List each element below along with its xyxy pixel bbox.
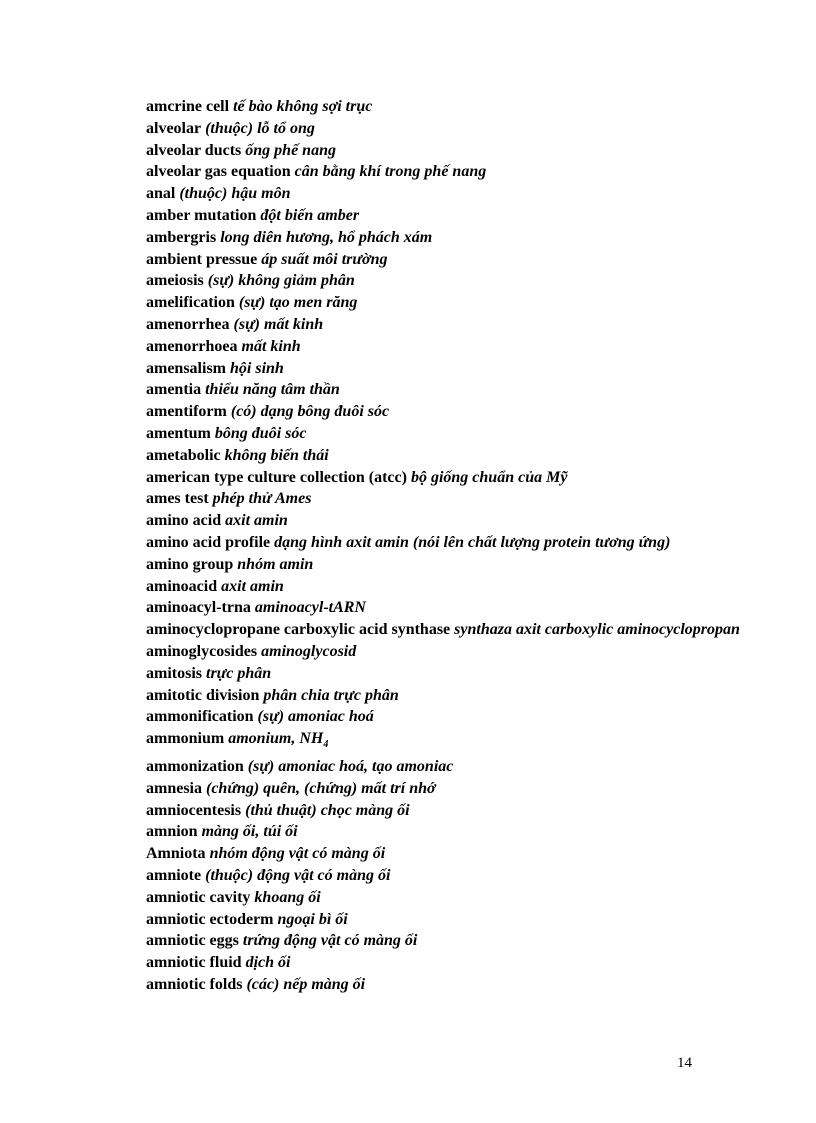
entry-term: american type culture collection (atcc) [146,468,407,486]
glossary-entry [146,227,746,249]
entry-term: aminoglycosides [146,642,258,660]
entry-definition: trứng động vật có màng ối [242,932,418,950]
entry-definition: dạng hình axit amin (nói lên chất lượng protein tương ứng) [274,533,671,551]
glossary-entry [146,930,746,952]
entry-term: aminoacyl-trna [146,599,251,617]
entry-term: amniotic eggs [146,932,239,950]
entry-definition: (thuộc) động vật có màng ối [205,867,391,885]
entry-definition: mất kinh [241,337,301,355]
glossary-entry [146,358,746,380]
entry-definition: (sự) amoniac hoá [257,708,374,726]
glossary-entry [146,314,746,336]
entry-definition: (sự) mất kinh [233,315,324,333]
glossary-entry [146,728,746,756]
entry-term: ameiosis [146,272,204,290]
glossary-entry [146,952,746,974]
entry-term: amnion [146,823,198,841]
glossary-entry [146,706,746,728]
entry-definition: khoang ối [254,888,321,906]
entry-term: ambient pressue [146,250,258,268]
glossary-entry [146,865,746,887]
glossary-entry [146,663,746,685]
entry-definition: không biến thái [224,446,329,464]
glossary-entry [146,843,746,865]
glossary-entry [146,909,746,931]
glossary-entry [146,336,746,358]
entry-term: alveolar gas equation [146,163,291,181]
entry-definition: amonium, NH [228,730,324,748]
glossary-entry [146,619,746,641]
entry-definition: nhóm amin [237,555,314,573]
glossary-entry [146,423,746,445]
entry-definition: (thuộc) lỗ tổ ong [205,119,315,137]
glossary-entry [146,887,746,909]
entry-term: amniotic folds [146,976,243,994]
entry-term: anal [146,185,176,203]
entry-definition: (có) dạng bông đuôi sóc [230,403,390,421]
entry-term: amniotic ectoderm [146,910,274,928]
entry-term: amentiform [146,403,227,421]
entry-term: amitotic division [146,686,260,704]
glossary-entries [146,96,746,996]
glossary-entry [146,183,746,205]
entry-definition: (thuộc) hậu môn [179,185,291,203]
entry-definition: (các) nếp màng ối [246,976,366,994]
entry-term: ammonization [146,758,244,776]
entry-definition: trực phân [206,664,272,682]
glossary-entry [146,974,746,996]
entry-definition: aminoglycosid [261,642,357,660]
glossary-entry [146,597,746,619]
entry-term: ammonification [146,708,254,726]
entry-definition: bông đuôi sóc [214,424,307,442]
page-number: 14 [677,1055,692,1071]
entry-term: amentum [146,424,211,442]
glossary-entry [146,554,746,576]
glossary-entry [146,510,746,532]
entry-definition: thiểu năng tâm thần [205,381,340,399]
entry-definition: dịch ối [245,954,291,972]
entry-definition: phép thử Ames [212,490,312,508]
entry-term: amino group [146,555,234,573]
glossary-entry [146,778,746,800]
glossary-entry [146,756,746,778]
entry-term: aminoacid [146,577,218,595]
entry-definition: phân chia trực phân [263,686,399,704]
entry-term: amino acid profile [146,533,271,551]
glossary-entry [146,140,746,162]
glossary-entry [146,467,746,489]
entry-definition: long diên hương, hổ phách xám [220,228,433,246]
glossary-entry [146,576,746,598]
entry-term: amentia [146,381,202,399]
entry-term: aminocyclopropane carboxylic acid synthase [146,621,451,639]
entry-term: amber mutation [146,206,257,224]
entry-definition: màng ối, túi ối [201,823,298,841]
entry-definition: bộ giống chuẩn của Mỹ [410,468,568,486]
entry-term: amenorrhea [146,315,230,333]
entry-term: amcrine cell [146,98,230,115]
entry-definition: (chứng) quên, (chứng) mất trí nhớ [206,779,436,797]
glossary-entry [146,641,746,663]
entry-definition: tế bào không sợi trục [233,98,373,115]
entry-term: alveolar ducts [146,141,242,159]
glossary-entry [146,532,746,554]
glossary-entry [146,488,746,510]
entry-definition: axit amin [225,512,288,530]
glossary-entry [146,379,746,401]
entry-definition: (sự) tạo men răng [238,294,358,312]
entry-definition: (sự) amoniac hoá, tạo amoniac [247,758,454,776]
entry-definition: synthaza axit carboxylic aminocyclopropan [454,621,740,639]
glossary-entry [146,800,746,822]
entry-term: alveolar [146,119,202,137]
glossary-entry [146,161,746,183]
entry-definition: aminoacyl-tARN [254,599,366,617]
entry-term: amniote [146,867,202,885]
entry-definition: axit amin [221,577,284,595]
entry-term: amino acid [146,512,222,530]
glossary-entry [146,205,746,227]
entry-definition: cân bằng khí trong phế nang [294,163,487,181]
entry-definition: đột biến amber [260,206,360,224]
glossary-entry [146,96,746,118]
entry-definition: ống phế nang [245,141,336,159]
entry-term: amenorrhoea [146,337,238,355]
entry-definition: hội sinh [230,359,284,377]
entry-term: ametabolic [146,446,221,464]
entry-term: ammonium [146,730,225,748]
entry-term: ames test [146,490,209,508]
glossary-entry [146,685,746,707]
entry-term: amnesia [146,779,202,797]
glossary-entry [146,821,746,843]
glossary-entry [146,118,746,140]
entry-definition: (sự) không giảm phân [207,272,355,290]
glossary-entry [146,270,746,292]
entry-term: amelification [146,294,235,312]
entry-definition-subscript: 4 [323,739,329,751]
entry-term: Amniota [146,845,206,863]
entry-term: amitosis [146,664,202,682]
entry-definition: (thủ thuật) chọc màng ối [245,801,410,819]
entry-term: ambergris [146,228,217,246]
entry-definition: nhóm động vật có màng ối [209,845,386,863]
glossary-entry [146,445,746,467]
entry-term: amniotic fluid [146,954,242,972]
entry-definition: ngoại bì ối [277,910,348,928]
glossary-entry [146,401,746,423]
entry-term: amensalism [146,359,226,377]
glossary-entry [146,292,746,314]
glossary-entry [146,249,746,271]
entry-term: amniotic cavity [146,888,251,906]
entry-term: amniocentesis [146,801,242,819]
entry-definition: áp suất môi trường [261,250,388,268]
